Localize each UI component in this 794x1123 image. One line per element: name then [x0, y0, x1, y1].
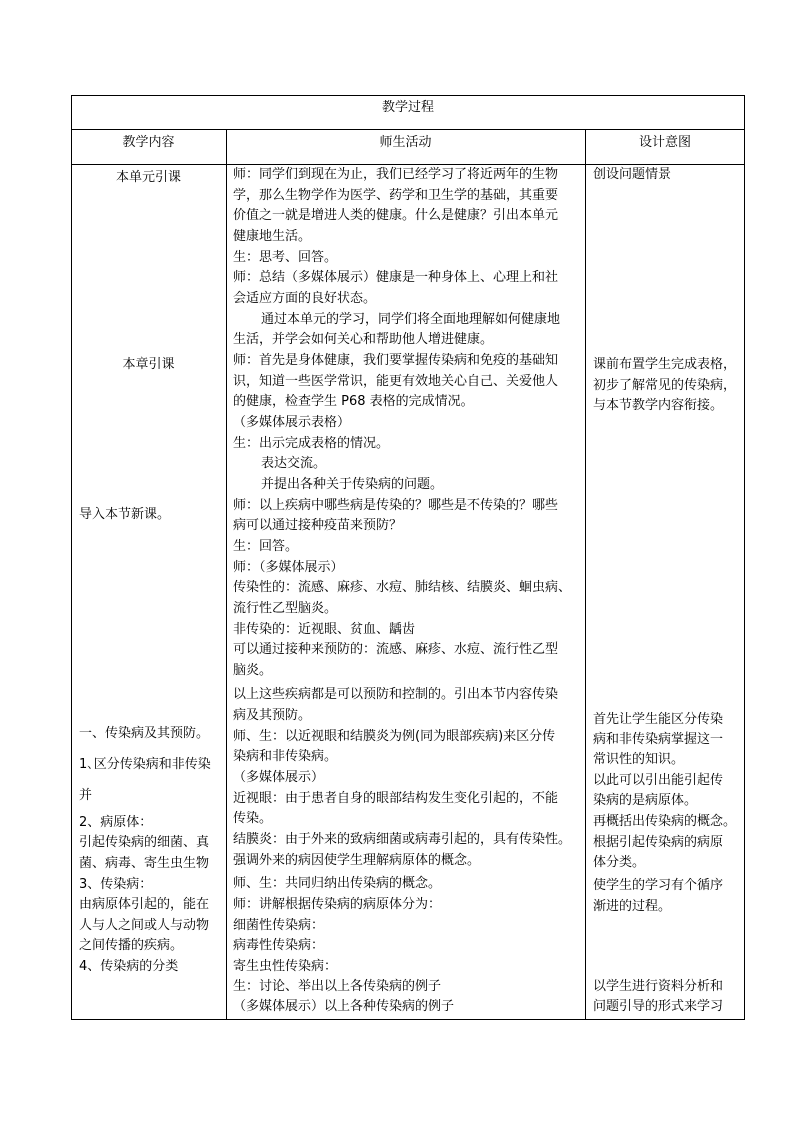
- content-line: 引起传染病的细菌、真: [79, 835, 210, 850]
- activity-line: 染病和非传染病。: [233, 749, 338, 764]
- intent-line: 以此可以引出能引起传: [593, 773, 724, 788]
- activity-line: 流行性乙型脑炎。: [233, 601, 338, 616]
- activity-line: 师：（多媒体展示）: [233, 560, 344, 575]
- intent-line: 初步了解常见的传染病，: [593, 378, 737, 393]
- unit-intro-label: 本单元引课: [115, 170, 181, 185]
- activity-line: 健康地生活。: [233, 229, 312, 244]
- activity-line: （多媒体展示）: [233, 770, 325, 785]
- activity-line: 生：讨论、举出以上各传染病的例子: [233, 979, 442, 994]
- content-line: 人与人之间或人与动物: [79, 918, 210, 933]
- activity-line: 传染性的：流感、麻疹、水痘、肺结核、结膜炎、蛔虫病、: [233, 580, 572, 595]
- column-header-activity: 师生活动: [379, 135, 432, 150]
- intent-line: 以学生进行资料分析和: [593, 979, 724, 994]
- activity-line: 结膜炎：由于外来的致病细菌或病毒引起的，具有传染性。: [233, 832, 572, 847]
- intent-line: 染病的是病原体。: [593, 793, 698, 808]
- activity-line: 师：总结（多媒体展示）健康是一种身体上、心理上和社: [233, 270, 559, 285]
- activity-line: （多媒体展示）以上各种传染病的例子: [233, 999, 455, 1014]
- activity-line: 传染。: [233, 811, 273, 826]
- activity-line: 学，那么生物学作为医学、药学和卫生学的基础，其重要: [233, 188, 559, 203]
- activity-line: 生：出示完成表格的情况。: [233, 436, 390, 451]
- col-divider-1: [226, 129, 227, 1020]
- activity-line: （多媒体展示表格）: [233, 415, 351, 430]
- intent-line: 课前布置学生完成表格，: [593, 357, 737, 372]
- intent-line: 问题引导的形式来学习: [593, 999, 724, 1014]
- activity-line: 师：讲解根据传染病的病原体分为：: [233, 897, 442, 912]
- content-line: 由病原体引起的，能在: [79, 897, 210, 912]
- activity-line: 近视眼：由于患者自身的眼部结构发生变化引起的，不能: [233, 791, 559, 806]
- content-line: 2、病原体：: [79, 815, 153, 830]
- intent-line: 根据引起传染病的病原: [593, 835, 724, 850]
- activity-line: 会适应方面的良好状态。: [233, 291, 377, 306]
- chapter-intro-label: 本章引课: [122, 357, 175, 372]
- activity-line: 师：以上疾病中哪些病是传染的？哪些是不传染的？哪些: [233, 498, 559, 513]
- activity-line: 师：同学们到现在为止，我们已经学习了将近两年的生物: [233, 167, 559, 182]
- intent-line: 常识性的知识。: [593, 752, 685, 767]
- activity-line: 非传染的：近视眼、贫血、龋齿: [233, 622, 416, 637]
- activity-line: 的健康，检查学生 P68 表格的完成情况。: [233, 394, 474, 409]
- activity-line: 生：思考、回答。: [233, 250, 338, 265]
- content-line: 之间传播的疾病。: [79, 938, 184, 953]
- column-header-content: 教学内容: [122, 135, 175, 150]
- col-divider-2: [585, 129, 586, 1020]
- intent-line: 渐进的过程。: [593, 899, 672, 914]
- content-line: 并: [79, 788, 93, 803]
- activity-line: 表达交流。: [261, 456, 327, 471]
- intent-line: 使学生的学习有个循序: [593, 878, 724, 893]
- activity-line: 生活，并学会如何关心和帮助他人增进健康。: [233, 332, 494, 347]
- activity-line: 师、生：共同归纳出传染病的概念。: [233, 876, 442, 891]
- row-divider-title: [71, 129, 745, 130]
- activity-line: 通过本单元的学习，同学们将全面地理解如何健康地: [261, 312, 561, 327]
- intent-line: 病和非传染病掌握这一: [593, 732, 724, 747]
- content-line: 一、传染病及其预防。: [79, 726, 210, 741]
- activity-line: 细菌性传染病：: [233, 918, 325, 933]
- content-line: 菌、病毒、寄生虫生物: [79, 856, 210, 871]
- content-line: 1､区分传染病和非传染: [79, 757, 211, 772]
- activity-line: 并提出各种关于传染病的问题。: [261, 477, 444, 492]
- activity-line: 师、生：以近视眼和结膜炎为例(同为眼部疾病)来区分传: [233, 729, 556, 744]
- activity-line: 生：回答。: [233, 539, 299, 554]
- content-line: 4、传染病的分类: [79, 959, 179, 974]
- activity-line: 强调外来的病因使学生理解病原体的概念。: [233, 853, 481, 868]
- activity-line: 师：首先是身体健康，我们要掌握传染病和免疫的基础知: [233, 353, 559, 368]
- content-line: 3、传染病：: [79, 877, 153, 892]
- activity-line: 可以通过接种来预防的：流感、麻疹、水痘、流行性乙型: [233, 642, 559, 657]
- activity-line: 价值之一就是增进人类的健康。什么是健康？引出本单元: [233, 208, 559, 223]
- intent-line: 与本节教学内容衔接。: [593, 398, 724, 413]
- intent-line: 首先让学生能区分传染: [593, 712, 724, 727]
- intent-line: 再概括出传染病的概念。: [593, 814, 737, 829]
- intent-line: 创设问题情景: [593, 167, 672, 182]
- column-header-intent: 设计意图: [638, 135, 691, 150]
- activity-line: 以上这些疾病都是可以预防和控制的。引出本节内容传染: [233, 687, 559, 702]
- intent-line: 体分类。: [593, 855, 646, 870]
- new-lesson-label: 导入本节新课。: [79, 507, 171, 522]
- activity-line: 识，知道一些医学常识，能更有效地关心自己、关爱他人: [233, 374, 559, 389]
- activity-line: 脑炎。: [233, 663, 273, 678]
- activity-line: 寄生虫性传染病：: [233, 959, 338, 974]
- activity-line: 病及其预防。: [233, 708, 312, 723]
- activity-line: 病可以通过接种疫苗来预防？: [233, 518, 403, 533]
- table-title: 教学过程: [381, 100, 434, 115]
- activity-line: 病毒性传染病：: [233, 938, 325, 953]
